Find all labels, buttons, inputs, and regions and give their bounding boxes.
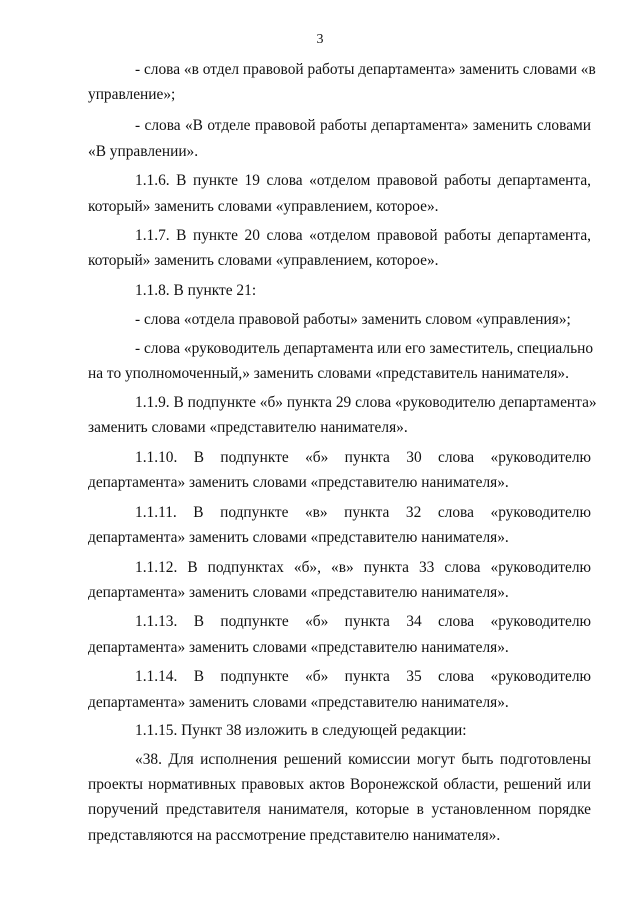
text-line: 1.1.8. В пункте 21: xyxy=(135,282,257,300)
text-line: который» заменить словами «управлением, которое». xyxy=(88,252,439,270)
paragraph xyxy=(88,223,591,273)
text-line: 1.1.15. Пункт 38 изложить в следующей редакции: xyxy=(135,722,467,740)
paragraph xyxy=(88,555,591,605)
paragraph xyxy=(88,390,597,440)
text-line: 1.1.12. В подпунктах «б», «в» пункта 33 слова «руководителю xyxy=(135,558,591,576)
paragraph xyxy=(88,747,591,848)
paragraph xyxy=(88,278,591,303)
text-line: департамента» заменить словами «представителю нанимателя». xyxy=(88,693,509,711)
text-line: на то уполномоченный,» заменить словами «представитель нанимателя». xyxy=(88,365,569,383)
text-line: 1.1.9. В подпункте «б» пункта 29 слова «руководителю департамента» xyxy=(135,393,597,411)
text-line: 1.1.13. В подпункте «б» пункта 34 слова «руководителю xyxy=(135,613,591,631)
paragraph xyxy=(88,307,591,332)
text-line: 1.1.10. В подпункте «б» пункта 30 слова «руководителю xyxy=(135,448,591,466)
text-line: департамента» заменить словами «представителю нанимателя». xyxy=(88,528,509,546)
paragraph xyxy=(88,336,594,386)
text-line: «38. Для исполнения решений комиссии могут быть подготовлены xyxy=(135,750,591,768)
text-line: 1.1.6. В пункте 19 слова «отделом правовой работы департамента, xyxy=(135,172,591,190)
text-line: 1.1.11. В подпункте «в» пункта 32 слова «руководителю xyxy=(135,503,591,521)
text-line: поручений представителя нанимателя, которые в установленном порядке xyxy=(88,801,591,819)
document-body xyxy=(88,57,597,848)
text-line: департамента» заменить словами «представителю нанимателя». xyxy=(88,473,509,491)
text-line: - слова «руководитель департамента или его заместитель, специально xyxy=(135,339,594,357)
text-line: проекты нормативных правовых актов Воронежской области, решений или xyxy=(88,776,591,794)
text-line: заменить словами «представителю нанимателя». xyxy=(88,419,408,437)
text-line: представляются на рассмотрение представителю нанимателя». xyxy=(88,826,501,844)
text-line: «В управлении». xyxy=(88,142,199,160)
text-line: 1.1.14. В подпункте «б» пункта 35 слова «руководителю xyxy=(135,668,591,686)
paragraph xyxy=(88,113,591,163)
text-line: - слова «В отделе правовой работы департамента» заменить словами xyxy=(135,117,591,135)
text-line: - слова «в отдел правовой работы департамента» заменить словами «в xyxy=(135,61,596,78)
paragraph xyxy=(88,168,591,218)
page-number: 3 xyxy=(316,32,324,47)
paragraph xyxy=(88,718,591,743)
text-line: - слова «отдела правовой работы» заменить словом «управления»; xyxy=(135,311,571,329)
text-line: 1.1.7. В пункте 20 слова «отделом правовой работы департамента, xyxy=(135,227,591,245)
paragraph xyxy=(88,445,591,495)
paragraph xyxy=(88,57,596,107)
text-line: управление»; xyxy=(88,86,176,104)
text-line: департамента» заменить словами «представителю нанимателя». xyxy=(88,638,509,656)
paragraph xyxy=(88,609,591,659)
text-line: который» заменить словами «управлением, которое». xyxy=(88,197,439,215)
paragraph xyxy=(88,664,591,714)
text-line: департамента» заменить словами «представителю нанимателя». xyxy=(88,583,509,601)
paragraph xyxy=(88,500,591,550)
